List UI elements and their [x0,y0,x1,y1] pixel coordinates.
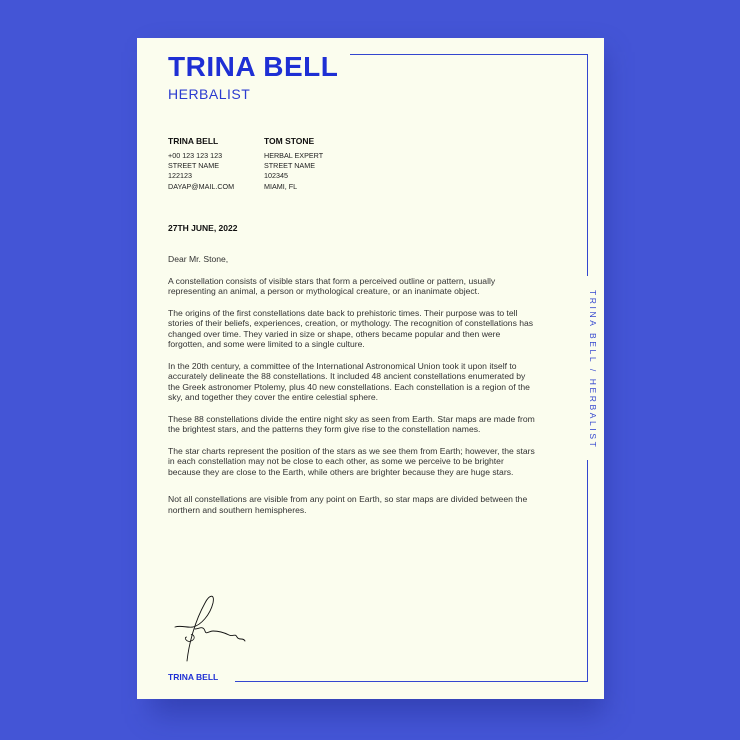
signature-name: TRINA BELL [168,672,219,682]
sender-postcode: 122123 [168,171,192,181]
sender-email: DAYAP@MAIL.COM [168,181,235,191]
signature-scribble [173,591,253,663]
sender-phone: +00 123 123 123 [168,151,223,160]
side-title: TRINA BELL / HERBALIST [588,290,598,450]
letter-date: 27TH JUNE, 2022 [168,223,238,233]
letter-paragraph: A constellation consists of visible stars that form a perceived outline or pattern, usually representing an animal, a person or mythological creature, or an inanimate object. [168,275,496,296]
header-name: TRINA BELL [168,51,339,82]
letter-paragraph: In the 20th century, a committee of the International Astronomical Union took it upon itself to accurately delineate the 88 constellations. It included 48 ancient constellations enumerated by the Greek astronomer Ptolemy, plus 40 new constellations. Each constellation is a region of the sky, and together they cover the entire celestial sphere. [168,360,530,402]
letter-paragraph: The star charts represent the position of the stars as we see them from Earth; however, the stars in each constellation may not be close to each other, as some we perceive to be brighter because they are close to the Earth, while others are brighter because they are huge stars. [168,445,535,477]
frame-line-right-top [587,54,588,276]
sender-name: TRINA BELL [168,136,219,146]
letter-paragraph: Not all constellations are visible from any point on Earth, so star maps are divided between the northern and southern hemispheres. [168,494,528,515]
letter-body [168,254,538,526]
sender-street: STREET NAME [168,161,219,171]
letter-greeting: Dear Mr. Stone, [168,254,229,264]
recipient-name: TOM STONE [264,136,315,146]
letter-page [137,38,604,699]
sender-address [168,136,234,192]
frame-line-top [350,54,587,55]
letter-paragraph: The origins of the first constellations date back to prehistoric times. Their purpose was to tell stories of their beliefs, experiences, creation, or mythology. The recognition of constellations has changed over time. They varied in size or shape, others became popular and then were forgotten, and some were limited to a single culture. [168,307,534,349]
recipient-city: MIAMI, FL [264,181,298,191]
frame-line-right-bottom [587,460,588,681]
recipient-address [264,136,323,192]
header-role: HERBALIST [168,86,251,102]
recipient-title: HERBAL EXPERT [264,151,324,160]
recipient-postcode: 102345 [264,171,288,181]
letter-paragraph: These 88 constellations divide the entire night sky as seen from Earth. Star maps are made from the brightest stars, and the patterns they form give rise to the constellation names. [168,413,535,434]
frame-line-bottom [235,681,588,682]
recipient-street: STREET NAME [264,161,315,171]
